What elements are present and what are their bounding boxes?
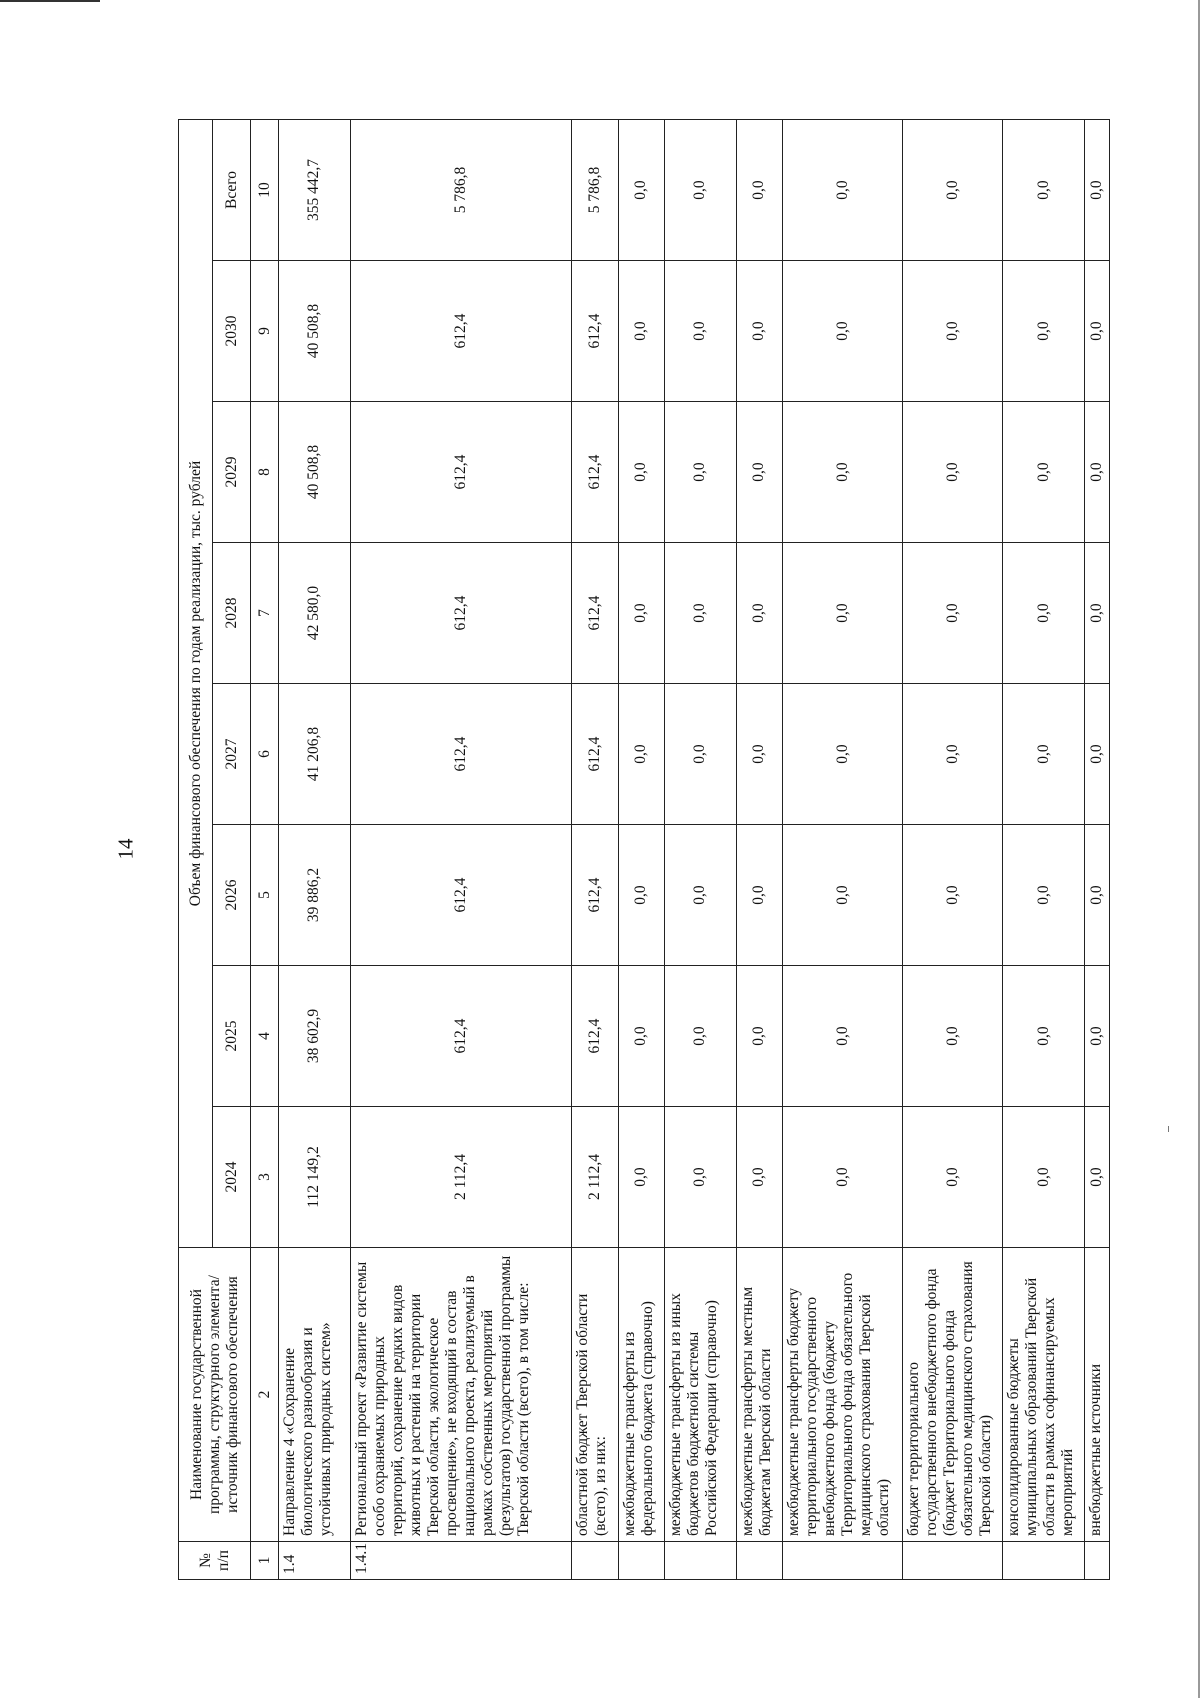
row-name: Направление 4 «Сохранение биологического разнообразия и устойчивых природных систем»	[279, 1248, 351, 1542]
value-cell: 612,4	[572, 825, 618, 966]
value-cell: 355 442,7	[279, 120, 351, 261]
row-num	[783, 1542, 903, 1580]
header-year: 2030	[213, 261, 251, 402]
value-cell: 612,4	[572, 402, 618, 543]
row-name: межбюджетные трансферты бюджету территориального государственного внебюджетного фонда (бюджету Территориального фонда обязательного медицинского страхования Тверской области)	[783, 1248, 903, 1542]
row-num	[1003, 1542, 1084, 1580]
value-cell: 0,0	[1084, 120, 1109, 261]
value-cell: 0,0	[1003, 1107, 1084, 1248]
value-cell: 0,0	[618, 684, 664, 825]
value-cell: 0,0	[903, 684, 1003, 825]
value-cell: 0,0	[1084, 402, 1109, 543]
table-row	[572, 120, 618, 1580]
page-number: 14	[113, 838, 138, 860]
value-cell: 0,0	[1003, 261, 1084, 402]
value-cell: 0,0	[736, 1107, 782, 1248]
header-year: 2029	[213, 402, 251, 543]
value-cell: 0,0	[1003, 966, 1084, 1107]
col-number: 4	[251, 966, 279, 1107]
table-row	[1084, 120, 1109, 1580]
value-cell: 0,0	[1003, 825, 1084, 966]
header-year: 2024	[213, 1107, 251, 1248]
value-cell: 41 206,8	[279, 684, 351, 825]
scan-mark	[1168, 1126, 1169, 1132]
value-cell: 0,0	[736, 825, 782, 966]
header-group: Объем финансового обеспечения по годам реализации, тыс. рублей	[179, 120, 213, 1248]
value-cell: 5 786,8	[572, 120, 618, 261]
value-cell: 612,4	[572, 966, 618, 1107]
value-cell: 0,0	[664, 402, 736, 543]
row-name: бюджет территориального государственного внебюджетного фонда (бюджет Территориального фонда обязательного медицинского страхования Тверской области)	[903, 1248, 1003, 1542]
value-cell: 0,0	[903, 966, 1003, 1107]
col-number: 2	[251, 1248, 279, 1542]
col-number: 3	[251, 1107, 279, 1248]
value-cell: 0,0	[903, 120, 1003, 261]
value-cell: 612,4	[350, 684, 571, 825]
table-row	[350, 120, 571, 1580]
value-cell: 0,0	[783, 1107, 903, 1248]
value-cell: 0,0	[783, 966, 903, 1107]
value-cell: 0,0	[618, 120, 664, 261]
value-cell: 0,0	[1084, 261, 1109, 402]
row-name: Региональный проект «Развитие системы особо охраняемых природных территорий, сохранение редких видов животных и растений на территории Тверской области, экологическое просвещение», не входящий в состав национального проекта, реализуемый в рамках собственных мероприятий (результатов) государственной программы Тверской области (всего), в том числе:	[350, 1248, 571, 1542]
col-number: 1	[251, 1542, 279, 1580]
value-cell: 0,0	[783, 402, 903, 543]
value-cell: 0,0	[1003, 120, 1084, 261]
value-cell: 0,0	[618, 402, 664, 543]
col-number: 10	[251, 120, 279, 261]
value-cell: 0,0	[736, 966, 782, 1107]
value-cell: 39 886,2	[279, 825, 351, 966]
row-name: межбюджетные трансферты из федерального бюджета (справочно)	[618, 1248, 664, 1542]
value-cell: 0,0	[1084, 543, 1109, 684]
value-cell: 38 602,9	[279, 966, 351, 1107]
value-cell: 612,4	[350, 261, 571, 402]
value-cell: 0,0	[664, 825, 736, 966]
value-cell: 112 149,2	[279, 1107, 351, 1248]
value-cell: 0,0	[618, 543, 664, 684]
value-cell: 0,0	[1084, 825, 1109, 966]
value-cell: 0,0	[736, 684, 782, 825]
table-row	[618, 120, 664, 1580]
value-cell: 0,0	[903, 543, 1003, 684]
table-row	[279, 120, 351, 1580]
value-cell: 0,0	[783, 120, 903, 261]
value-cell: 42 580,0	[279, 543, 351, 684]
col-number: 8	[251, 402, 279, 543]
value-cell: 0,0	[736, 543, 782, 684]
row-name: областной бюджет Тверской области (всего), из них:	[572, 1248, 618, 1542]
row-num	[903, 1542, 1003, 1580]
value-cell: 0,0	[618, 825, 664, 966]
header-year: 2027	[213, 684, 251, 825]
value-cell: 0,0	[903, 1107, 1003, 1248]
table-body	[279, 120, 1110, 1580]
row-num: 1.4	[279, 1542, 351, 1580]
row-num	[618, 1542, 664, 1580]
value-cell: 0,0	[903, 402, 1003, 543]
value-cell: 0,0	[783, 684, 903, 825]
value-cell: 2 112,4	[572, 1107, 618, 1248]
value-cell: 0,0	[783, 261, 903, 402]
table-row	[1003, 120, 1084, 1580]
value-cell: 0,0	[1084, 684, 1109, 825]
value-cell: 0,0	[1003, 543, 1084, 684]
value-cell: 0,0	[1003, 684, 1084, 825]
row-num	[572, 1542, 618, 1580]
header-name: Наименование государственной программы, структурного элемента/источник финансового обеспечения	[179, 1248, 251, 1542]
table-row	[736, 120, 782, 1580]
value-cell: 0,0	[783, 825, 903, 966]
value-cell: 5 786,8	[350, 120, 571, 261]
header-year: 2026	[213, 825, 251, 966]
value-cell: 0,0	[664, 684, 736, 825]
value-cell: 0,0	[903, 261, 1003, 402]
value-cell: 612,4	[350, 825, 571, 966]
row-num	[736, 1542, 782, 1580]
value-cell: 0,0	[618, 1107, 664, 1248]
value-cell: 612,4	[572, 261, 618, 402]
value-cell: 40 508,8	[279, 402, 351, 543]
row-name: межбюджетные трансферты местным бюджетам Тверской области	[736, 1248, 782, 1542]
value-cell: 0,0	[664, 261, 736, 402]
value-cell: 2 112,4	[350, 1107, 571, 1248]
value-cell: 0,0	[664, 1107, 736, 1248]
col-number: 5	[251, 825, 279, 966]
value-cell: 0,0	[618, 966, 664, 1107]
header-year: 2025	[213, 966, 251, 1107]
value-cell: 0,0	[736, 120, 782, 261]
value-cell: 40 508,8	[279, 261, 351, 402]
row-num	[1084, 1542, 1109, 1580]
header-total: Всего	[213, 120, 251, 261]
value-cell: 0,0	[664, 966, 736, 1107]
row-num	[664, 1542, 736, 1580]
header-num: № п/п	[179, 1542, 251, 1580]
value-cell: 612,4	[350, 402, 571, 543]
table-row	[903, 120, 1003, 1580]
value-cell: 612,4	[350, 543, 571, 684]
column-number-row	[251, 120, 279, 1580]
table-header	[179, 120, 279, 1580]
row-name: внебюджетные источники	[1084, 1248, 1109, 1542]
value-cell: 0,0	[903, 825, 1003, 966]
value-cell: 0,0	[736, 402, 782, 543]
col-number: 7	[251, 543, 279, 684]
value-cell: 612,4	[572, 543, 618, 684]
col-number: 6	[251, 684, 279, 825]
value-cell: 0,0	[664, 543, 736, 684]
value-cell: 0,0	[1084, 966, 1109, 1107]
row-name: консолидированные бюджеты муниципальных образований Тверской области в рамках софинансируемых мероприятий	[1003, 1248, 1084, 1542]
header-year: 2028	[213, 543, 251, 684]
value-cell: 612,4	[350, 966, 571, 1107]
scan-edge-top	[0, 0, 100, 2]
value-cell: 612,4	[572, 684, 618, 825]
col-number: 9	[251, 261, 279, 402]
table-row	[783, 120, 903, 1580]
value-cell: 0,0	[618, 261, 664, 402]
value-cell: 0,0	[1003, 402, 1084, 543]
rotated-table-container	[178, 120, 1110, 1580]
value-cell: 0,0	[736, 261, 782, 402]
row-num: 1.4.1	[350, 1542, 571, 1580]
value-cell: 0,0	[1084, 1107, 1109, 1248]
value-cell: 0,0	[664, 120, 736, 261]
table-row	[664, 120, 736, 1580]
financing-table	[178, 119, 1110, 1580]
value-cell: 0,0	[783, 543, 903, 684]
row-name: межбюджетные трансферты из иных бюджетов бюджетной системы Российской Федерации (справочно)	[664, 1248, 736, 1542]
